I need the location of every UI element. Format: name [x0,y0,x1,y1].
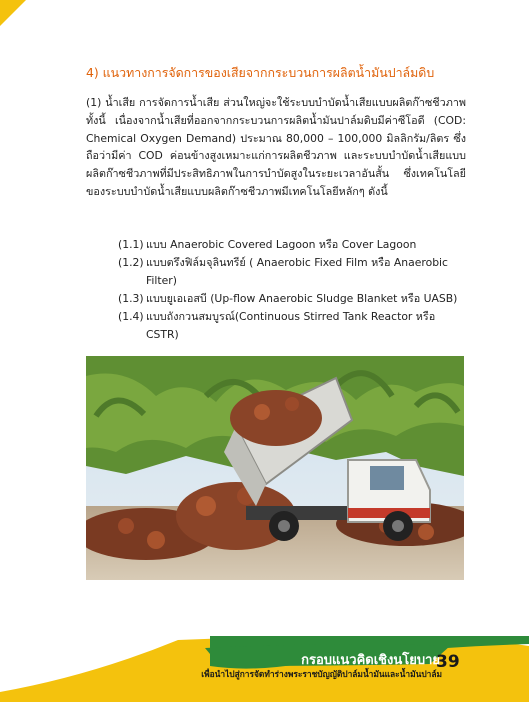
corner-accent [0,0,26,26]
list-item [118,308,466,344]
footer-subtitle: เพื่อนำไปสู่การจัดทำร่างพระราชบัญญัติปาล์มน้ำมันและน้ำมันปาล์ม [201,669,442,679]
list-item-text: แบบ Anaerobic Covered Lagoon หรือ Cover Lagoon [146,238,417,251]
technology-list [118,236,466,344]
list-item-text: แบบยูเอเอสบี (Up-flow Anaerobic Sludge Blanket หรือ UASB) [146,292,458,305]
list-item [118,254,466,290]
list-item-number: (1.4) [118,310,144,323]
list-item-text: แบบถังกวนสมบูรณ์(Continuous Stirred Tank Reactor หรือ CSTR) [146,310,436,341]
list-item [118,290,466,308]
list-item-number: (1.3) [118,292,144,305]
page-number: 39 [436,652,460,672]
list-item [118,236,466,254]
body-paragraph: (1) น้ำเสีย การจัดการน้ำเสีย ส่วนใหญ่จะใช้ระบบบำบัดน้ำเสียแบบผลิตก๊าซชีวภาพ ทั้งนี้ เนื่องจากน้ำเสียที่ออกจากกระบวนการผลิตน้ำมันปาล์มดิบมีค่าซีโอดี (COD: Chemical Oxygen Demand) ประมาณ 80,000 – 100,000 มิลลิกรัม/ลิตร ซึ่งถือว่ามีค่า COD ค่อนข้างสูงเหมาะแก่การผลิตชีวภาพ และระบบบำบัดน้ำเสียแบบผลิตก๊าซชีวภาพที่มีประสิทธิภาพในการบำบัดสูงในระยะเวลาอันสั้น ซึ่งเทคโนโลยีของระบบบำบัดน้ำเสียแบบผลิตก๊าซชีวภาพมีเทคโนโลยีหลักๆ ดังนี้ [86,96,466,198]
footer-title: กรอบแนวคิดเชิงนโยบาย [301,653,440,668]
list-item-text: แบบตรึงฟิล์มจุลินทรีย์ ( Anaerobic Fixed Film หรือ Anaerobic Filter) [146,256,448,287]
list-item-number: (1.1) [118,238,144,251]
palm-fruit-truck-photo [86,356,464,580]
section-heading: 4) แนวทางการจัดการของเสียจากกระบวนการผลิตน้ำมันปาล์มดิบ [86,65,435,80]
list-item-number: (1.2) [118,256,144,269]
